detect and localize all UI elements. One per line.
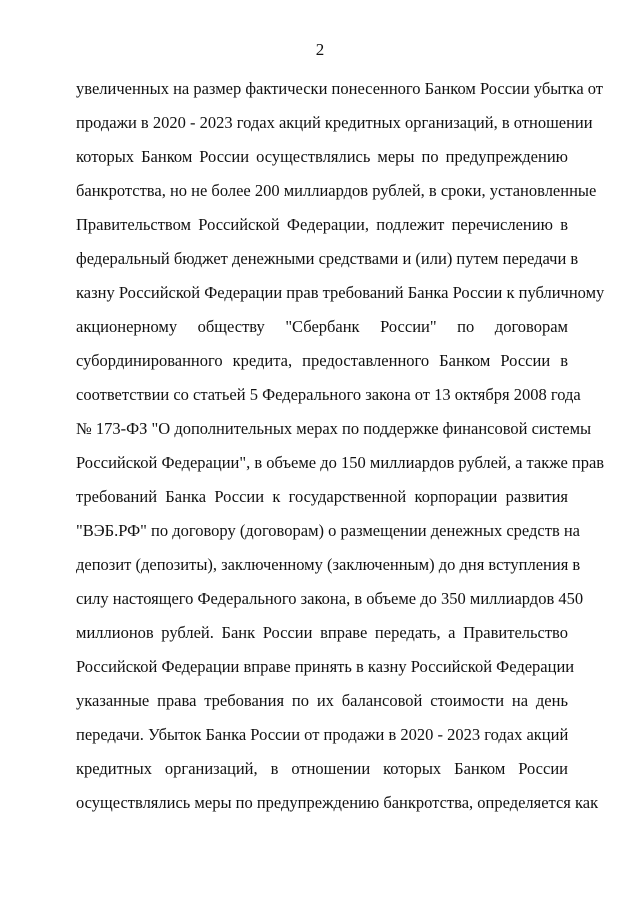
text-line: кредитных организаций, в отношении которых Банком России	[76, 759, 568, 778]
text-line: банкротства, но не более 200 миллиардов рублей, в сроки, установленные	[76, 181, 597, 200]
text-line: продажи в 2020 - 2023 годах акций кредитных организаций, в отношении	[76, 113, 593, 132]
text-line: федеральный бюджет денежными средствами и (или) путем передачи в	[76, 249, 579, 268]
text-line: Российской Федерации вправе принять в казну Российской Федерации	[76, 657, 575, 676]
text-line: указанные права требования по их балансовой стоимости на день	[76, 691, 568, 710]
text-line: Правительством Российской Федерации, подлежит перечислению в	[76, 215, 568, 234]
text-line: казну Российской Федерации прав требований Банка России к публичному	[76, 283, 605, 302]
text-line: которых Банком России осуществлялись меры по предупреждению	[76, 147, 568, 166]
text-line: № 173-ФЗ "О дополнительных мерах по поддержке финансовой системы	[76, 419, 592, 438]
text-line: "ВЭБ.РФ" по договору (договорам) о размещении денежных средств на	[76, 521, 581, 540]
text-line: передачи. Убыток Банка России от продажи в 2020 - 2023 годах акций	[76, 725, 569, 744]
text-line: соответствии со статьей 5 Федерального закона от 13 октября 2008 года	[76, 385, 581, 404]
body-paragraph	[76, 76, 605, 824]
text-line: миллионов рублей. Банк России вправе передать, а Правительство	[76, 623, 568, 642]
text-line: акционерному обществу "Сбербанк России" по договорам	[76, 317, 568, 336]
text-line: депозит (депозиты), заключенному (заключенным) до дня вступления в	[76, 555, 581, 574]
text-line: осуществлялись меры по предупреждению банкротства, определяется как	[76, 793, 599, 812]
text-line: требований Банка России к государственной корпорации развития	[76, 487, 568, 506]
text-line: Российской Федерации", в объеме до 150 миллиардов рублей, а также прав	[76, 453, 605, 472]
text-line: силу настоящего Федерального закона, в объеме до 350 миллиардов 450	[76, 589, 584, 608]
page-number: 2	[315, 40, 325, 59]
text-line: субординированного кредита, предоставленного Банком России в	[76, 351, 568, 370]
text-line: увеличенных на размер фактически понесенного Банком России убытка от	[76, 79, 604, 98]
